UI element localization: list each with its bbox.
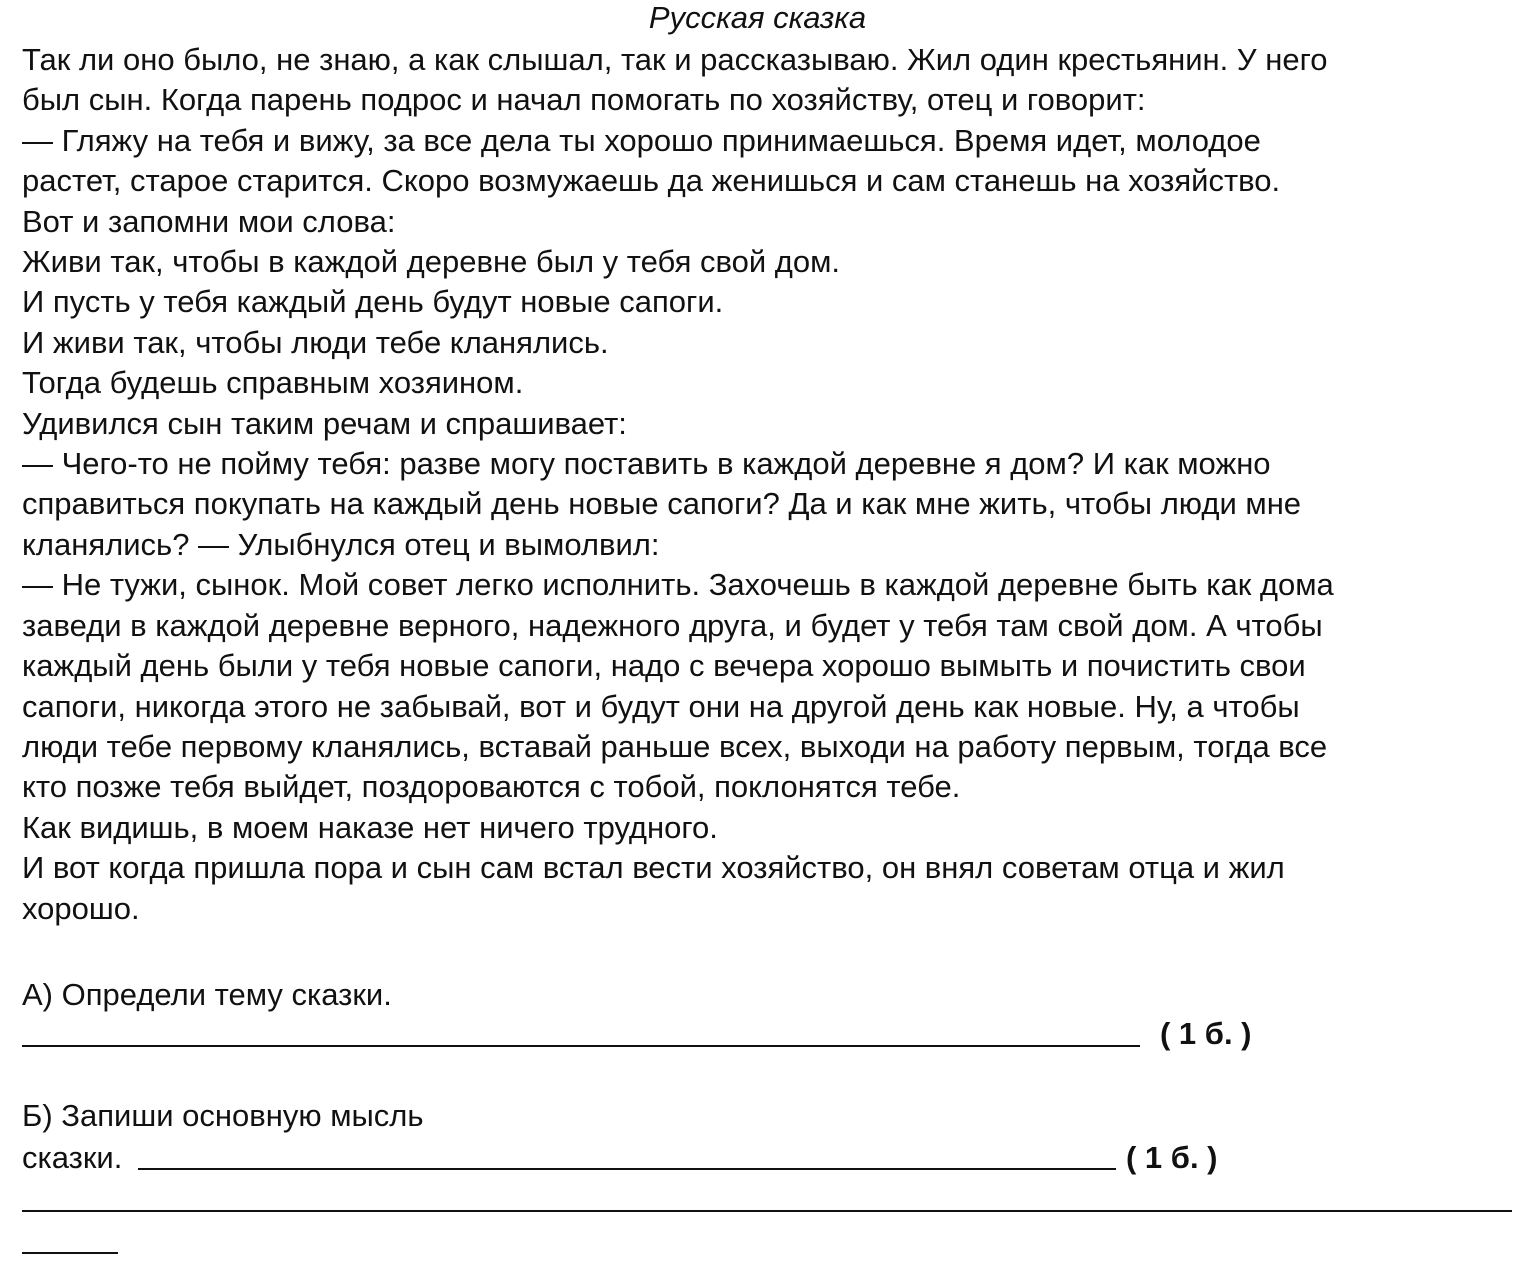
answer-line-b-extra[interactable] [22,1210,1512,1212]
story-line: люди тебе первому кланялись, вставай раньше всех, выходи на работу первым, тогда все [22,728,1328,764]
story-line: сапоги, никогда этого не забывай, вот и будут они на другой день как новые. Ну, а чтобы [22,688,1300,724]
story-line: был сын. Когда парень подрос и начал помогать по хозяйству, отец и говорит: [22,82,1146,118]
question-b-text: Б) Запиши основную мысль [22,1098,424,1133]
story-line: Как видишь, в моем наказе нет ничего трудного. [22,809,718,845]
answer-line-a[interactable] [22,1045,1140,1047]
answer-line-b-tail[interactable] [22,1252,118,1254]
story-line: Живи так, чтобы в каждой деревне был у тебя свой дом. [22,244,841,280]
story-line: — Гляжу на тебя и вижу, за все дела ты хорошо принимаешься. Время идет, молодое [22,122,1261,158]
question-a-text: А) Определи тему сказки. [22,977,392,1012]
story-line: хорошо. [22,890,140,926]
answer-line-b[interactable] [138,1168,1116,1170]
story-text [22,40,1512,929]
story-line: И живи так, чтобы люди тебе кланялись. [22,324,609,360]
story-line: — Чего-то не пойму тебя: разве могу поставить в каждой деревне я дом? И как можно [22,446,1271,482]
question-b-points: ( 1 б. ) [1126,1140,1218,1175]
story-line: — Не тужи, сынок. Мой совет легко исполнить. Захочешь в каждой деревне быть как дома [22,567,1334,603]
story-line: кланялись? — Улыбнулся отец и вымолвил: [22,526,660,562]
question-a-points: ( 1 б. ) [1160,1016,1252,1051]
story-line: заведи в каждой деревне верного, надежного друга, и будет у тебя там свой дом. А чтобы [22,607,1323,643]
story-line: растет, старое старится. Скоро возмужаешь да женишься и сам станешь на хозяйство. [22,163,1281,199]
story-line: кто позже тебя выйдет, поздороваются с тобой, поклонятся тебе. [22,769,961,805]
story-line: каждый день были у тебя новые сапоги, надо с вечера хорошо вымыть и почистить свои [22,648,1306,684]
story-line: Вот и запомни мои слова: [22,203,396,239]
question-b-continuation: сказки. [22,1140,123,1175]
story-line: Так ли оно было, не знаю, а как слышал, так и рассказываю. Жил один крестьянин. У него [22,42,1328,77]
story-line: Удивился сын таким речам и спрашивает: [22,405,627,441]
story-line: Тогда будешь справным хозяином. [22,365,524,401]
story-line: И пусть у тебя каждый день будут новые сапоги. [22,284,724,320]
story-title: Русская сказка [648,0,867,35]
story-line: И вот когда пришла пора и сын сам встал вести хозяйство, он внял советам отца и жил [22,850,1285,886]
story-line: справиться покупать на каждый день новые сапоги? Да и как мне жить, чтобы люди мне [22,486,1302,522]
